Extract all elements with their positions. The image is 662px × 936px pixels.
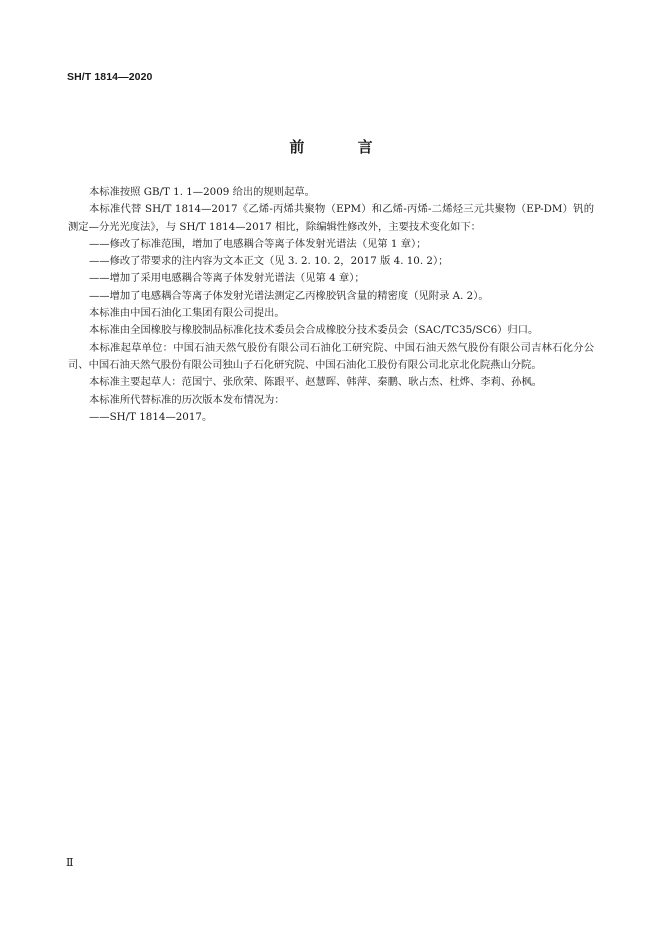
page-number: Ⅱ xyxy=(66,856,74,869)
change-item-method: ——增加了采用电感耦合等离子体发射光谱法（见第 4 章）； xyxy=(89,272,365,285)
paragraph-jurisdiction: 本标准由全国橡胶与橡胶制品标准化技术委员会合成橡胶分技术委员会（SAC/TC35/SC6）归口。 xyxy=(89,324,539,337)
history-item: ——SH/T 1814—2017。 xyxy=(89,410,213,423)
change-item-note: ——修改了带要求的注内容为文本正文（见 3. 2. 10. 2，2017 版 4. 10. 2）； xyxy=(89,255,449,268)
section-title: 前 言 xyxy=(289,138,397,156)
paragraph-drafting-units: 本标准起草单位：中国石油天然气股份有限公司石油化工研究院、中国石油天然气股份有限公司吉林石化分公司、中国石油天然气股份有限公司独山子石化研究院、中国石油化工股份有限公司北京北化院燕山分院。 xyxy=(68,341,594,371)
document-code: SH/T 1814—2020 xyxy=(67,71,153,83)
paragraph-replacement: 本标准代替 SH/T 1814—2017《乙烯-丙烯共聚物（EPM）和乙烯-丙烯-二烯烃三元共聚物（EP-DM）钒的测定—分光光度法》，与 SH/T 1814—2017 相比，除编辑性修改外，主要技术变化如下： xyxy=(68,203,594,233)
change-item-precision: ——增加了电感耦合等离子体发射光谱法测定乙丙橡胶钒含量的精密度（见附录 A. 2）。 xyxy=(89,289,489,302)
paragraph-history: 本标准所代替标准的历次版本发布情况为： xyxy=(89,393,285,406)
foreword-body xyxy=(68,184,594,426)
change-item-scope: ——修改了标准范围，增加了电感耦合等离子体发射光谱法（见第 1 章）； xyxy=(89,237,427,250)
paragraph-drafters: 本标准主要起草人：范国宁、张欣荣、陈跟平、赵慧晖、韩萍、秦鹏、耿占杰、杜烨、李莉、孙枫。 xyxy=(89,376,543,389)
paragraph-drafting-rules: 本标准按照 GB/T 1. 1—2009 给出的规则起草。 xyxy=(89,186,315,198)
paragraph-proposer: 本标准由中国石油化工集团有限公司提出。 xyxy=(89,307,285,320)
